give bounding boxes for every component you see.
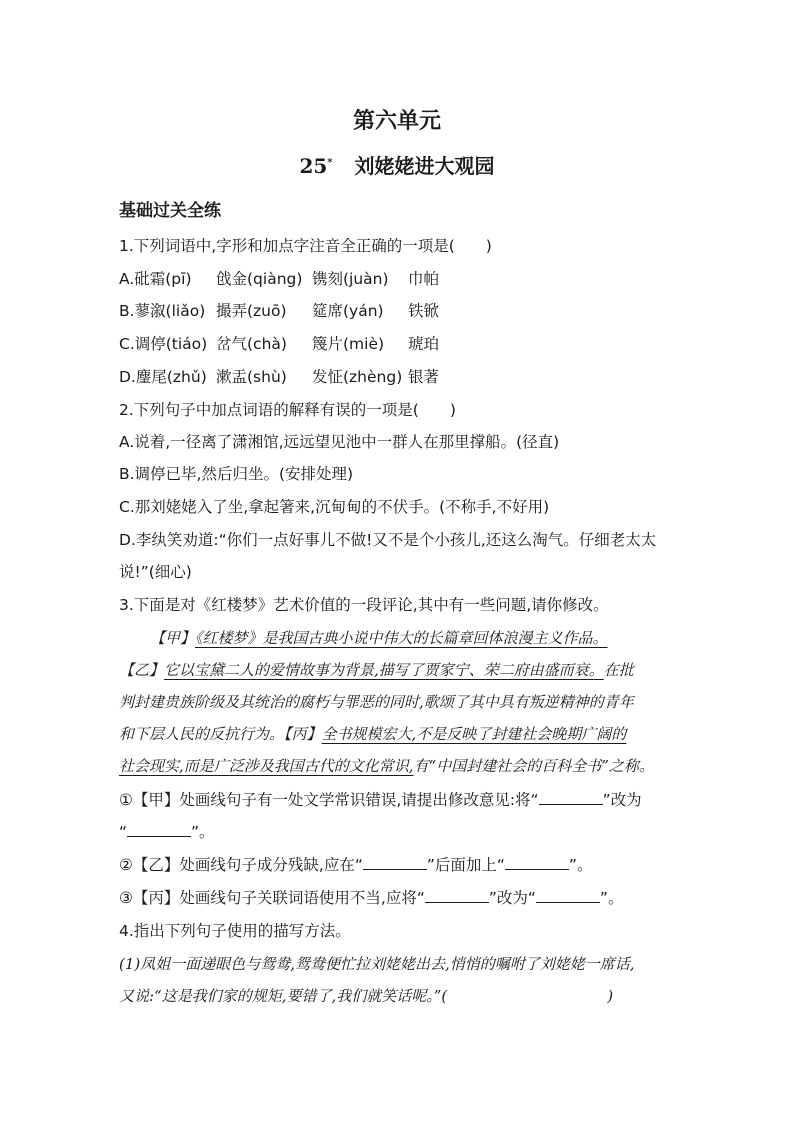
q3-sub1: ①【甲】处画线句子有一处文学常识错误,请提出修改意见:将“ ”改为 — [119, 791, 642, 809]
answer-blank[interactable] — [363, 857, 427, 870]
q4-stem: 4.指出下列句子使用的描写方法。 — [119, 922, 351, 940]
q3-sub2: ②【乙】处画线句子成分残缺,应在“ ”后面加上“ ”。 — [119, 856, 593, 874]
lesson-number: 25* — [299, 154, 333, 178]
q2-option-a: A.说着,一径离了潇湘馆,远远望见池中一群人在那里撑船。(径直) — [119, 433, 560, 451]
q3-stem: 3.下面是对《红楼梦》艺术价值的一段评论,其中有一些问题,请你修改。 — [119, 596, 609, 614]
q3-sub3: ③【丙】处画线句子关联词语使用不当,应将“ ”改为“ ”。 — [119, 889, 624, 907]
q3-passage-line4: 和下层人民的反抗行为。【丙】全书规模宏大,不是反映了封建社会晚期广阔的 — [119, 725, 627, 743]
q3-passage-line2: 【乙】它以宝黛二人的爱情故事为背景,描写了贾家宁、荣二府由盛而衰。在批 — [119, 661, 634, 679]
q3-sub1-cont: “ ”。 — [119, 823, 215, 841]
q2-option-c: C.那刘姥姥入了坐,拿起箸来,沉甸甸的不伏手。(不称手,不好用) — [119, 498, 550, 516]
q1-option-b: B.蓼溆(liǎo) 撮弄(zuō) 筵席(yán) 铁锨 — [119, 302, 440, 320]
lesson-title — [0, 150, 794, 179]
q2-stem: 2.下列句子中加点词语的解释有误的一项是( ) — [119, 401, 456, 419]
bing-underlined-part1: 全书规模宏大,不是反映了封建社会晚期广阔的 — [321, 725, 627, 743]
q2-option-b: B.调停已毕,然后归坐。(安排处理) — [119, 465, 354, 483]
lesson-name: 刘姥姥进大观园 — [354, 154, 495, 178]
yi-underlined-sentence: 它以宝黛二人的爱情故事为背景,描写了贾家宁、荣二府由盛而衰。 — [164, 661, 604, 679]
q4-passage-line1: (1)凤姐一面递眼色与鸳鸯,鸳鸯便忙拉刘姥姥出去,悄悄的嘱咐了刘姥姥一席话, — [119, 955, 635, 973]
answer-blank[interactable] — [127, 824, 191, 837]
q1-option-c: C.调停(tiáo) 岔气(chà) 篾片(miè) 琥珀 — [119, 335, 440, 353]
q1-stem: 1.下列词语中,字形和加点字注音全正确的一项是( ) — [119, 237, 492, 255]
unit-title: 第六单元 — [352, 108, 441, 134]
jia-underlined-sentence: 《红楼梦》是我国古典小说中伟大的长篇章回体浪漫主义作品。 — [195, 629, 608, 647]
q3-passage-line3: 判封建贵族阶级及其统治的腐朽与罪恶的同时,歌颂了其中具有叛逆精神的青年 — [119, 693, 634, 711]
answer-blank[interactable] — [425, 890, 489, 903]
q2-option-d-line1: D.李纨笑劝道:“你们一点好事儿不做!又不是个小孩儿,还这么淘气。仔细老太太 — [119, 531, 657, 549]
answer-blank[interactable] — [505, 857, 569, 870]
section-heading: 基础过关全练 — [119, 201, 221, 221]
bing-underlined-part2: 社会现实,而是广泛涉及我国古代的文化常识, — [119, 757, 414, 775]
q4-passage-line2: 又说:“这是我们家的规矩,要错了,我们就笑话呢。”( ) — [119, 987, 614, 1005]
q1-option-d: D.麈尾(zhǔ) 漱盂(shù) 发怔(zhèng) 银著 — [119, 368, 440, 386]
q3-passage-line5: 社会现实,而是广泛涉及我国古代的文化常识,有“中国封建社会的百科全书”之称。 — [119, 757, 654, 775]
q3-passage-line1: 【甲】《红楼梦》是我国古典小说中伟大的长篇章回体浪漫主义作品。 — [150, 629, 608, 647]
answer-blank[interactable] — [536, 890, 600, 903]
q1-option-a: A.砒霜(pī) 戗金(qiàng) 镌刻(juàn) 巾帕 — [119, 270, 440, 288]
q2-option-d-line2: 说!”(细心) — [119, 563, 192, 581]
answer-blank[interactable] — [539, 792, 603, 805]
